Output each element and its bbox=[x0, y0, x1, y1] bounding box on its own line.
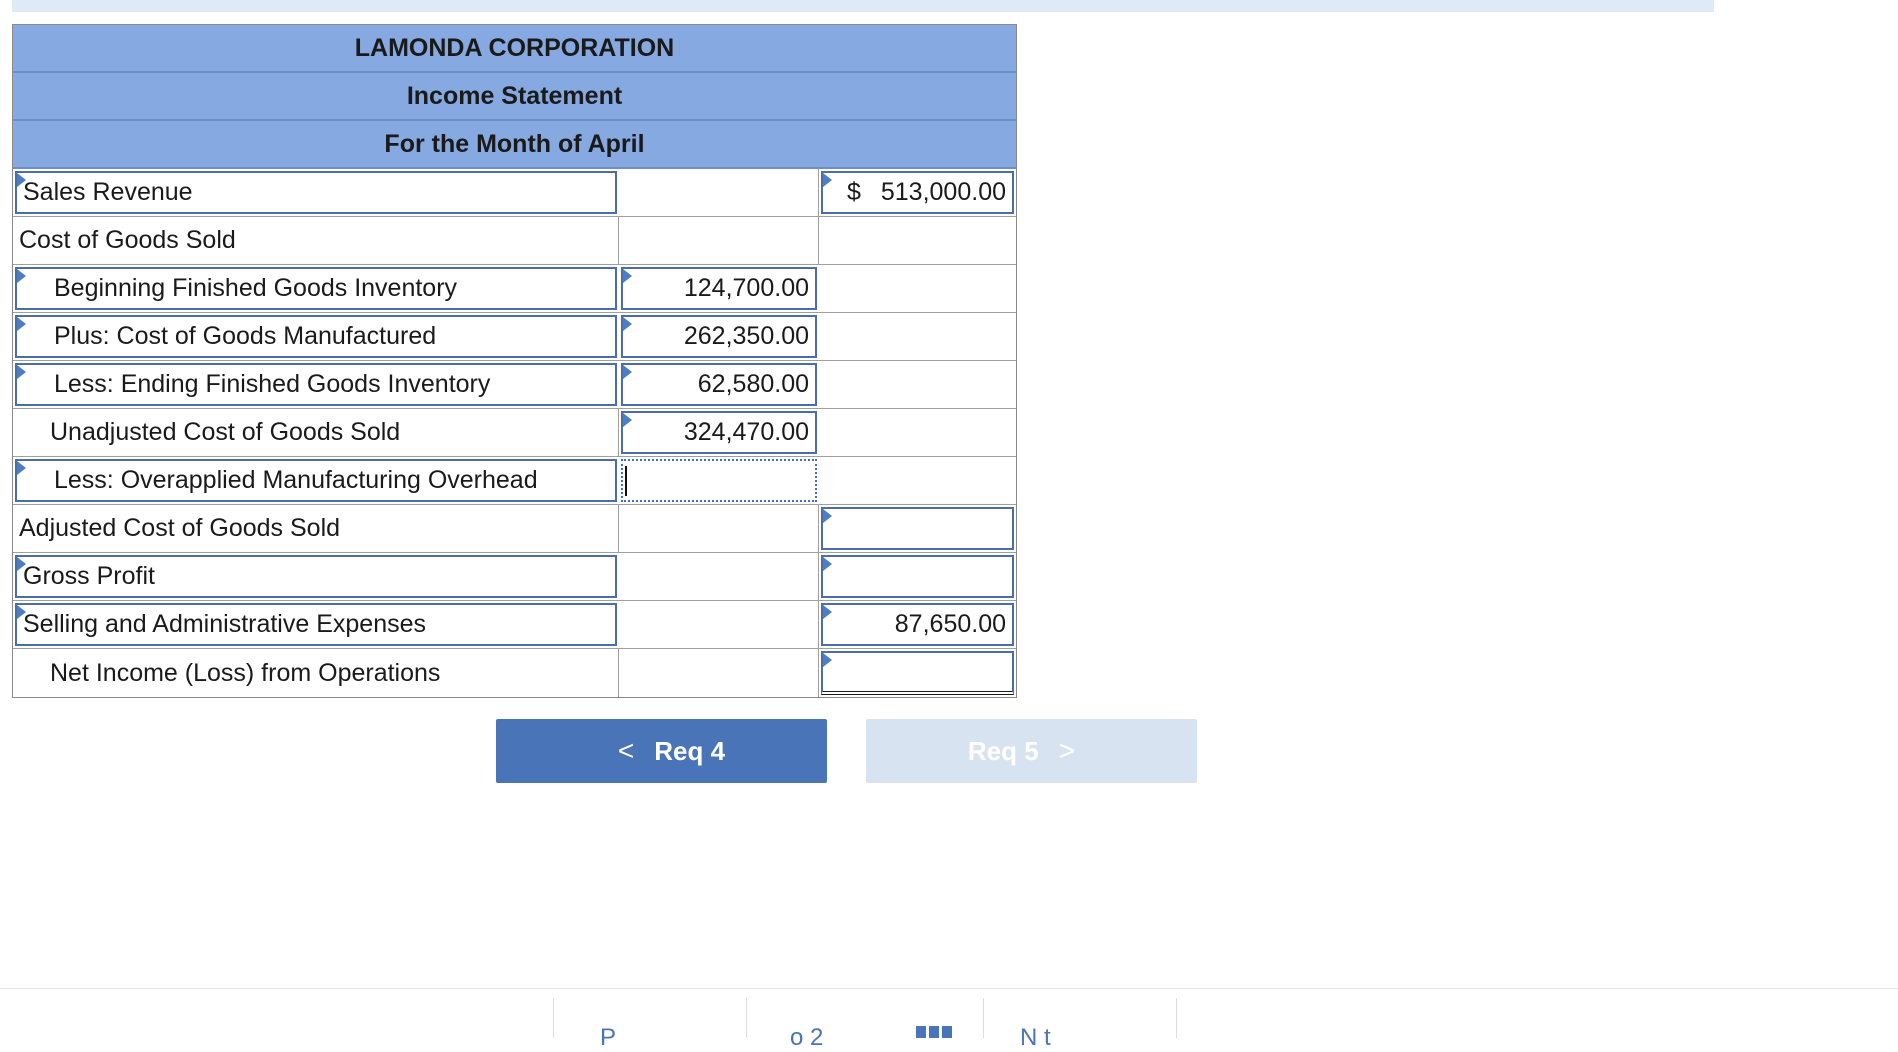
row-total-cell bbox=[819, 265, 1016, 312]
row-total-cell bbox=[819, 409, 1016, 456]
active-amount-input[interactable] bbox=[621, 459, 817, 502]
input-marker-icon bbox=[823, 653, 832, 667]
input-marker-icon bbox=[623, 365, 632, 379]
table-row bbox=[13, 457, 1016, 505]
input-marker-icon bbox=[623, 317, 632, 331]
row-amount-cell bbox=[619, 649, 819, 697]
table-row bbox=[13, 409, 1016, 457]
input-marker-icon bbox=[17, 173, 26, 187]
question-grid-icon[interactable] bbox=[916, 1026, 952, 1038]
row-label-input[interactable]: Beginning Finished Goods Inventory bbox=[15, 267, 617, 310]
input-marker-icon bbox=[623, 269, 632, 283]
input-marker-icon bbox=[823, 605, 832, 619]
footer-divider bbox=[746, 998, 747, 1038]
row-amount-input[interactable]: 124,700.00 bbox=[621, 267, 817, 310]
prev-requirement-button[interactable] bbox=[496, 719, 827, 783]
input-marker-icon bbox=[17, 557, 26, 571]
row-label: Cost of Goods Sold bbox=[13, 217, 619, 264]
footer-prev-button[interactable]: P bbox=[600, 1024, 617, 1051]
input-marker-icon bbox=[17, 269, 26, 283]
input-marker-icon bbox=[17, 461, 26, 475]
prev-requirement-label: Req 4 bbox=[654, 735, 726, 766]
input-marker-icon bbox=[17, 317, 26, 331]
row-label: Net Income (Loss) from Operations bbox=[13, 649, 619, 697]
footer-divider bbox=[1176, 998, 1177, 1038]
input-marker-icon bbox=[823, 509, 832, 523]
income-statement-table bbox=[12, 24, 1017, 698]
row-label-input[interactable]: Less: Ending Finished Goods Inventory bbox=[15, 363, 617, 406]
row-total-cell bbox=[819, 313, 1016, 360]
row-total-input[interactable]: 87,650.00 bbox=[821, 603, 1014, 646]
footer-divider bbox=[983, 998, 984, 1038]
row-label: Unadjusted Cost of Goods Sold bbox=[13, 409, 619, 456]
row-amount-cell bbox=[619, 217, 819, 264]
top-progress-strip bbox=[12, 0, 1714, 12]
row-amount-cell bbox=[619, 553, 819, 600]
statement-period: For the Month of April bbox=[13, 121, 1016, 169]
row-total-cell bbox=[819, 217, 1016, 264]
row-label-input[interactable]: Less: Overapplied Manufacturing Overhead bbox=[15, 459, 617, 502]
table-row bbox=[13, 265, 1016, 313]
footer-divider bbox=[553, 998, 554, 1038]
table-row bbox=[13, 313, 1016, 361]
table-row bbox=[13, 649, 1016, 697]
input-marker-icon bbox=[823, 173, 832, 187]
table-row bbox=[13, 169, 1016, 217]
table-row bbox=[13, 361, 1016, 409]
row-total-input[interactable] bbox=[821, 651, 1014, 695]
row-total-input[interactable]: $ 513,000.00 bbox=[821, 171, 1014, 214]
row-amount-cell bbox=[619, 169, 819, 216]
next-requirement-label: Req 5 bbox=[967, 735, 1039, 766]
footer-divider-line bbox=[0, 988, 1898, 989]
row-label-input[interactable]: Gross Profit bbox=[15, 555, 617, 598]
row-amount-cell bbox=[619, 601, 819, 648]
company-name: LAMONDA CORPORATION bbox=[13, 25, 1016, 73]
input-marker-icon bbox=[823, 557, 832, 571]
footer-question-counter: o 2 bbox=[790, 1024, 824, 1051]
row-total-cell bbox=[819, 361, 1016, 408]
row-label-input[interactable]: Selling and Administrative Expenses bbox=[15, 603, 617, 646]
table-row bbox=[13, 601, 1016, 649]
next-requirement-button[interactable] bbox=[866, 719, 1197, 783]
row-amount-input[interactable]: 262,350.00 bbox=[621, 315, 817, 358]
row-amount-input[interactable]: 62,580.00 bbox=[621, 363, 817, 406]
table-row bbox=[13, 505, 1016, 553]
chevron-right-icon: > bbox=[1058, 735, 1076, 766]
table-row bbox=[13, 553, 1016, 601]
footer-next-button[interactable]: N t bbox=[1020, 1024, 1051, 1051]
input-marker-icon bbox=[17, 365, 26, 379]
row-label-input[interactable]: Sales Revenue bbox=[15, 171, 617, 214]
row-amount-input[interactable]: 324,470.00 bbox=[621, 411, 817, 454]
statement-title: Income Statement bbox=[13, 73, 1016, 121]
currency-symbol: $ bbox=[847, 178, 861, 206]
row-amount-cell bbox=[619, 505, 819, 552]
row-total-input[interactable] bbox=[821, 507, 1014, 550]
input-marker-icon bbox=[623, 413, 632, 427]
chevron-left-icon: < bbox=[617, 735, 635, 766]
row-label-input[interactable]: Plus: Cost of Goods Manufactured bbox=[15, 315, 617, 358]
table-row bbox=[13, 217, 1016, 265]
text-caret bbox=[625, 466, 627, 496]
input-marker-icon bbox=[17, 605, 26, 619]
row-label: Adjusted Cost of Goods Sold bbox=[13, 505, 619, 552]
row-total-cell bbox=[819, 457, 1016, 504]
row-total-input[interactable] bbox=[821, 555, 1014, 598]
